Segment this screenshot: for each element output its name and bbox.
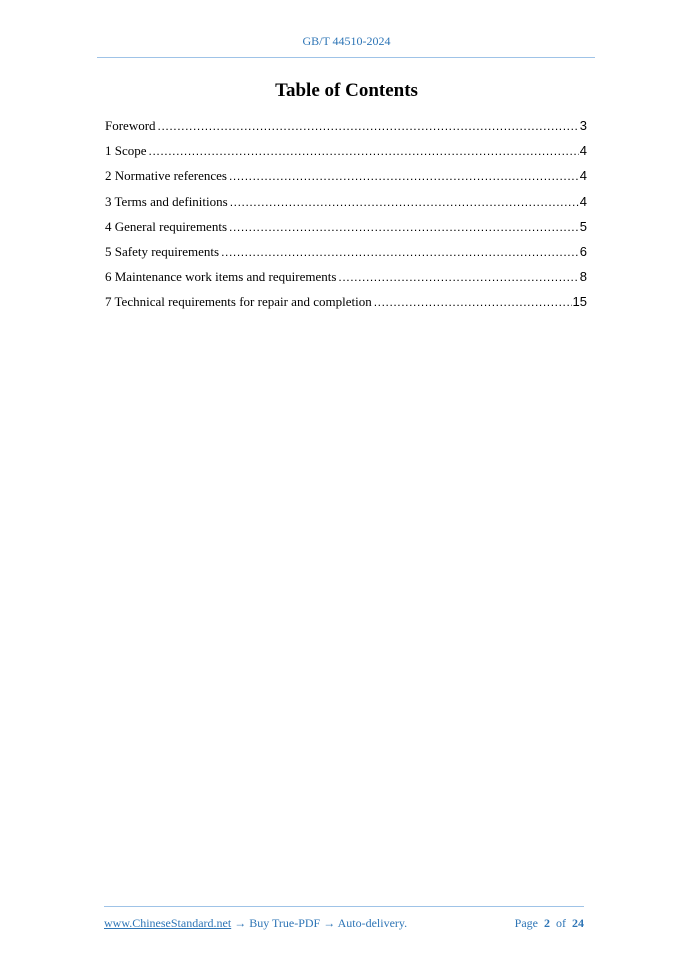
- total-pages-number: 24: [572, 916, 584, 930]
- toc-entry-page: 5: [579, 218, 587, 234]
- page-word: Page: [514, 916, 538, 930]
- toc-entry-label: 3 Terms and definitions: [105, 193, 228, 209]
- toc-entry-page: 6: [579, 243, 587, 259]
- standard-code: GB/T 44510-2024: [302, 34, 391, 48]
- toc-entry-maintenance-work-items[interactable]: [105, 269, 587, 294]
- toc-entry-page: 15: [572, 294, 587, 310]
- toc-entry-page: 3: [579, 118, 587, 133]
- current-page-number: 2: [544, 916, 550, 930]
- toc-entry-technical-requirements[interactable]: [105, 294, 587, 319]
- toc-entry-terms-and-definitions[interactable]: [105, 194, 587, 219]
- toc-entry-label: 2 Normative references: [105, 168, 227, 184]
- toc-entry-safety-requirements[interactable]: [105, 244, 587, 269]
- of-word: of: [556, 916, 566, 930]
- toc-entry-page: 8: [579, 269, 587, 285]
- delivery-text: Auto-delivery.: [337, 916, 408, 930]
- footer-promo: [104, 916, 407, 931]
- footer-divider: [104, 906, 584, 907]
- toc-title: Table of Contents: [275, 80, 418, 101]
- toc-entry-page: 4: [579, 143, 587, 159]
- toc-entry-label: 6 Maintenance work items and requirements: [105, 269, 337, 285]
- toc-entry-foreword[interactable]: [105, 118, 587, 143]
- toc-dot-leader: [158, 119, 579, 133]
- site-link[interactable]: www.ChineseStandard.net: [104, 916, 232, 930]
- toc-dot-leader: [229, 220, 579, 234]
- toc-dot-leader: [338, 270, 578, 284]
- toc-dot-leader: [229, 169, 579, 183]
- toc-dot-leader: [230, 195, 579, 209]
- toc-entry-normative-references[interactable]: [105, 168, 587, 193]
- buy-text: Buy True-PDF: [249, 916, 321, 930]
- toc-entry-label: 4 General requirements: [105, 218, 228, 234]
- toc-entry-label: Foreword: [105, 118, 156, 133]
- arrow-right-icon: →: [234, 916, 247, 930]
- toc-entry-page: 4: [579, 168, 587, 184]
- page-indicator: [515, 916, 584, 931]
- toc-entry-scope[interactable]: [105, 143, 587, 168]
- toc-entry-general-requirements[interactable]: [105, 219, 587, 244]
- toc-entry-label: 5 Safety requirements: [105, 243, 220, 259]
- toc-entry-page: 4: [579, 193, 587, 209]
- header-divider: [97, 57, 595, 58]
- toc-entry-label: 7 Technical requirements for repair and completion: [105, 294, 372, 310]
- arrow-right-icon: →: [323, 916, 336, 930]
- toc-list: [105, 118, 587, 320]
- toc-dot-leader: [149, 144, 579, 158]
- toc-dot-leader: [374, 295, 572, 309]
- toc-entry-label: 1 Scope: [105, 143, 147, 159]
- toc-dot-leader: [221, 245, 579, 259]
